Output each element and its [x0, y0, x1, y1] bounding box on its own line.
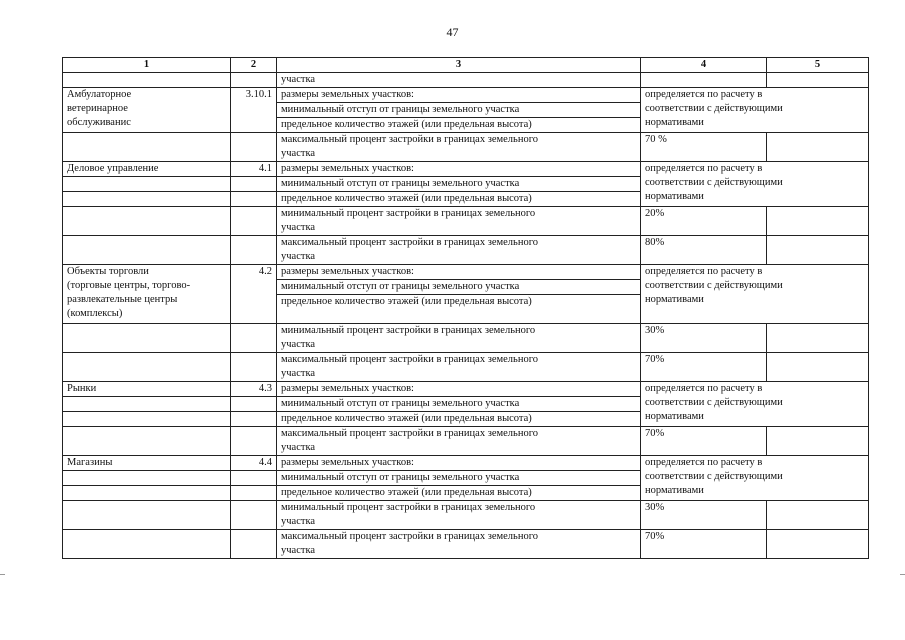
- zoning-parameters-table: [62, 57, 869, 559]
- param-cell: минимальный процент застройки в границах земельного участка: [277, 324, 641, 353]
- column-header: 2: [231, 58, 277, 73]
- min-percent-value: 30%: [641, 324, 767, 353]
- param-cell: минимальный отступ от границы земельного участка: [277, 103, 641, 118]
- param-cell: предельное количество этажей (или предельная высота): [277, 412, 641, 427]
- table-row: [63, 162, 869, 177]
- page-number: 47: [446, 25, 459, 39]
- param-cell: минимальный процент застройки в границах земельного участка: [277, 207, 641, 236]
- max-percent-value: 70%: [641, 353, 767, 382]
- table-row: [63, 530, 869, 559]
- param-cell: предельное количество этажей (или предельная высота): [277, 118, 641, 133]
- table-row: [63, 236, 869, 265]
- param-cell: максимальный процент застройки в границах земельного участка: [277, 236, 641, 265]
- max-percent-value: 80%: [641, 236, 767, 265]
- param-cell: размеры земельных участков:: [277, 162, 641, 177]
- param-cell: минимальный отступ от границы земельного участка: [277, 280, 641, 295]
- scan-edge-mark: [0, 574, 5, 575]
- max-percent-value: 70%: [641, 530, 767, 559]
- column-header: 3: [277, 58, 641, 73]
- param-cell: участка: [277, 73, 641, 88]
- param-cell: максимальный процент застройки в границах земельного участка: [277, 427, 641, 456]
- use-type-code: 4.2: [231, 265, 277, 324]
- param-cell: минимальный отступ от границы земельного участка: [277, 177, 641, 192]
- use-type-code: 3.10.1: [231, 88, 277, 133]
- param-cell: максимальный процент застройки в границах земельного участка: [277, 133, 641, 162]
- table-row: [63, 73, 869, 88]
- table-row: [63, 265, 869, 280]
- param-cell: предельное количество этажей (или предельная высота): [277, 486, 641, 501]
- max-percent-value: 70 %: [641, 133, 767, 162]
- table-row: [63, 382, 869, 397]
- param-cell: размеры земельных участков:: [277, 265, 641, 280]
- norm-value: определяется по расчету в соответствии с действующими нормативами: [641, 382, 869, 427]
- param-cell: размеры земельных участков:: [277, 88, 641, 103]
- norm-value: определяется по расчету в соответствии с действующими нормативами: [641, 162, 869, 207]
- table-row: [63, 207, 869, 236]
- column-header: 1: [63, 58, 231, 73]
- norm-value: определяется по расчету в соответствии с действующими нормативами: [641, 88, 869, 133]
- max-percent-value: 70%: [641, 427, 767, 456]
- min-percent-value: 30%: [641, 501, 767, 530]
- table-row: [63, 353, 869, 382]
- column-header: 4: [641, 58, 767, 73]
- table-row: [63, 456, 869, 471]
- header-row: [63, 58, 869, 73]
- use-type-name: Амбулаторное ветеринарное обслуживанис: [63, 88, 231, 133]
- norm-value: определяется по расчету в соответствии с действующими нормативами: [641, 456, 869, 501]
- param-cell: максимальный процент застройки в границах земельного участка: [277, 353, 641, 382]
- table-row: [63, 501, 869, 530]
- use-type-name: Объекты торговли (торговые центры, торгово- развлекательные центры (комплексы): [63, 265, 231, 324]
- table-row: [63, 324, 869, 353]
- param-cell: предельное количество этажей (или предельная высота): [277, 295, 641, 324]
- use-type-name: Магазины: [63, 456, 231, 471]
- use-type-name: Рынки: [63, 382, 231, 397]
- table-row: [63, 427, 869, 456]
- min-percent-value: 20%: [641, 207, 767, 236]
- param-cell: размеры земельных участков:: [277, 382, 641, 397]
- use-type-name: Деловое управление: [63, 162, 231, 177]
- param-cell: размеры земельных участков:: [277, 456, 641, 471]
- table-row: [63, 88, 869, 103]
- param-cell: минимальный отступ от границы земельного участка: [277, 397, 641, 412]
- column-header: 5: [767, 58, 869, 73]
- use-type-code: 4.4: [231, 456, 277, 471]
- param-cell: предельное количество этажей (или предельная высота): [277, 192, 641, 207]
- param-cell: минимальный отступ от границы земельного участка: [277, 471, 641, 486]
- use-type-code: 4.3: [231, 382, 277, 397]
- param-cell: максимальный процент застройки в границах земельного участка: [277, 530, 641, 559]
- use-type-code: 4.1: [231, 162, 277, 177]
- table-row: [63, 133, 869, 162]
- param-cell: минимальный процент застройки в границах земельного участка: [277, 501, 641, 530]
- norm-value: определяется по расчету в соответствии с действующими нормативами: [641, 265, 869, 324]
- scan-edge-mark: [900, 574, 905, 575]
